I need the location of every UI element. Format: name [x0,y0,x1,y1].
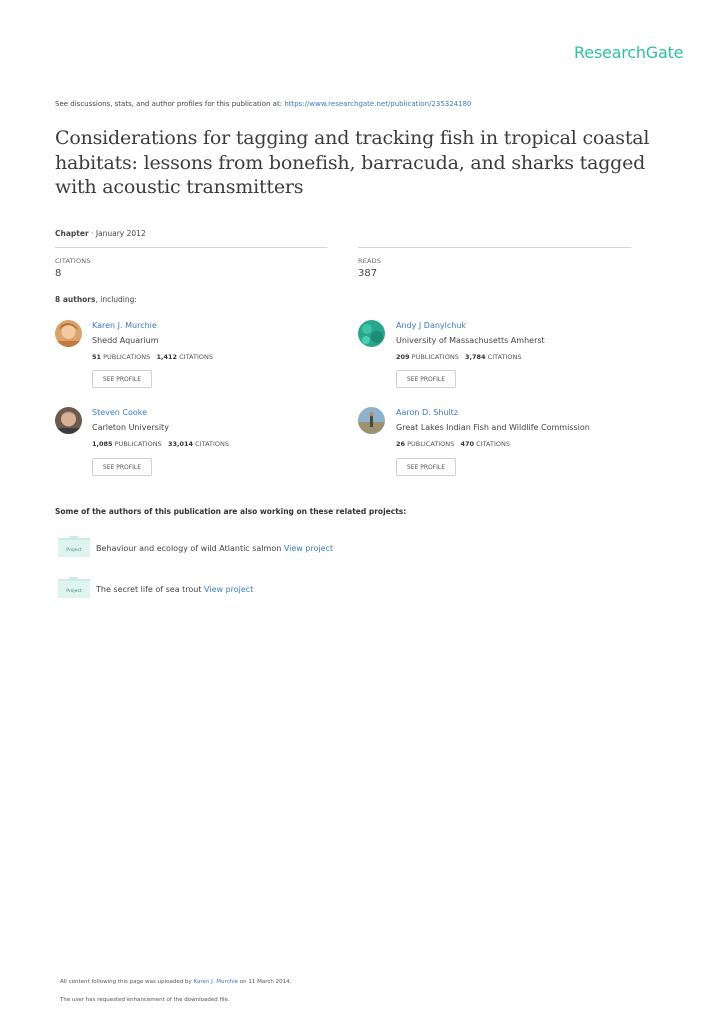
publications-label: PUBLICATIONS [103,353,151,361]
author-stats [396,440,510,448]
publication-title: Considerations for tagging and tracking fish in tropical coastal habitats: lessons from bonefish, barracuda, and sharks tagged with acoustic transmitters [55,127,650,198]
author-stats [92,440,229,448]
meta-separator: · [88,229,96,238]
author-citations-count: 1,412 [156,353,178,361]
author-citations-count: 33,014 [168,440,194,448]
view-project-link[interactable]: View project [204,585,254,594]
author-institution: University of Massachusetts Amherst [396,336,545,345]
see-profile-button[interactable]: SEE PROFILE [396,370,456,388]
project-title: Behaviour and ecology of wild Atlantic salmon [96,544,282,553]
author-citations-label: CITATIONS [179,353,213,361]
intro-line [55,100,472,108]
uploader-link[interactable]: Karen J. Murchie [193,979,239,985]
project-folder-icon [58,576,90,598]
author-stats [396,353,522,361]
author-institution: Great Lakes Indian Fish and Wildlife Commission [396,423,590,432]
avatar[interactable] [358,407,385,434]
see-profile-button[interactable]: SEE PROFILE [396,458,456,476]
avatar[interactable] [358,320,385,347]
author-citations-label: CITATIONS [195,440,230,448]
author-stats [92,353,213,361]
author-institution: Carleton University [92,423,169,432]
publications-label: PUBLICATIONS [114,440,162,448]
project-icon-label: Project [66,589,82,594]
see-profile-button[interactable]: SEE PROFILE [92,458,152,476]
author-citations-label: CITATIONS [476,440,510,448]
authors-suffix: , including: [95,295,137,304]
publications-count: 1,085 [92,440,113,448]
author-name-link[interactable]: Andy J Danylchuk [396,321,467,330]
citations-count: 8 [55,268,62,279]
authors-count: 8 authors [55,295,96,304]
project-icon-label: Project [66,548,82,553]
projects-heading: Some of the authors of this publication are also working on these related projects: [55,507,407,516]
project-title: The secret life of sea trout [96,585,202,594]
authors-heading [55,295,137,304]
upload-note [60,979,291,985]
author-citations-label: CITATIONS [487,353,522,361]
avatar[interactable] [55,320,82,347]
publications-label: PUBLICATIONS [411,353,459,361]
project-item [96,585,253,594]
upload-prefix: All content following this page was uploaded by [60,979,192,985]
reads-label: READS [358,257,382,265]
researchgate-logo[interactable]: ResearchGate [574,43,684,62]
citations-divider [55,247,327,248]
upload-suffix: on 11 March 2014. [239,979,292,985]
publications-label: PUBLICATIONS [407,440,455,448]
publications-count: 51 [92,353,102,361]
publications-count: 209 [396,353,410,361]
author-name-link[interactable]: Steven Cooke [92,408,148,417]
project-folder-icon [58,535,90,557]
avatar[interactable] [55,407,82,434]
intro-text: See discussions, stats, and author profiles for this publication at: [55,100,283,108]
reads-count: 387 [358,268,378,279]
publication-date: January 2012 [95,229,146,238]
author-name-link[interactable]: Karen J. Murchie [92,321,157,330]
publications-count: 26 [396,440,406,448]
enhancement-note: The user has requested enhancement of the downloaded file. [60,997,230,1003]
citations-label: CITATIONS [55,257,91,265]
view-project-link[interactable]: View project [283,544,334,553]
project-item [96,544,333,553]
author-institution: Shedd Aquarium [92,336,159,345]
author-name-link[interactable]: Aaron D. Shultz [396,408,459,417]
see-profile-button[interactable]: SEE PROFILE [92,370,152,388]
publication-meta [55,229,146,238]
publication-url-link[interactable]: https://www.researchgate.net/publication/235324180 [284,100,472,108]
author-citations-count: 470 [460,440,475,448]
publication-type: Chapter [55,229,89,238]
reads-divider [358,247,631,248]
author-citations-count: 3,784 [465,353,486,361]
